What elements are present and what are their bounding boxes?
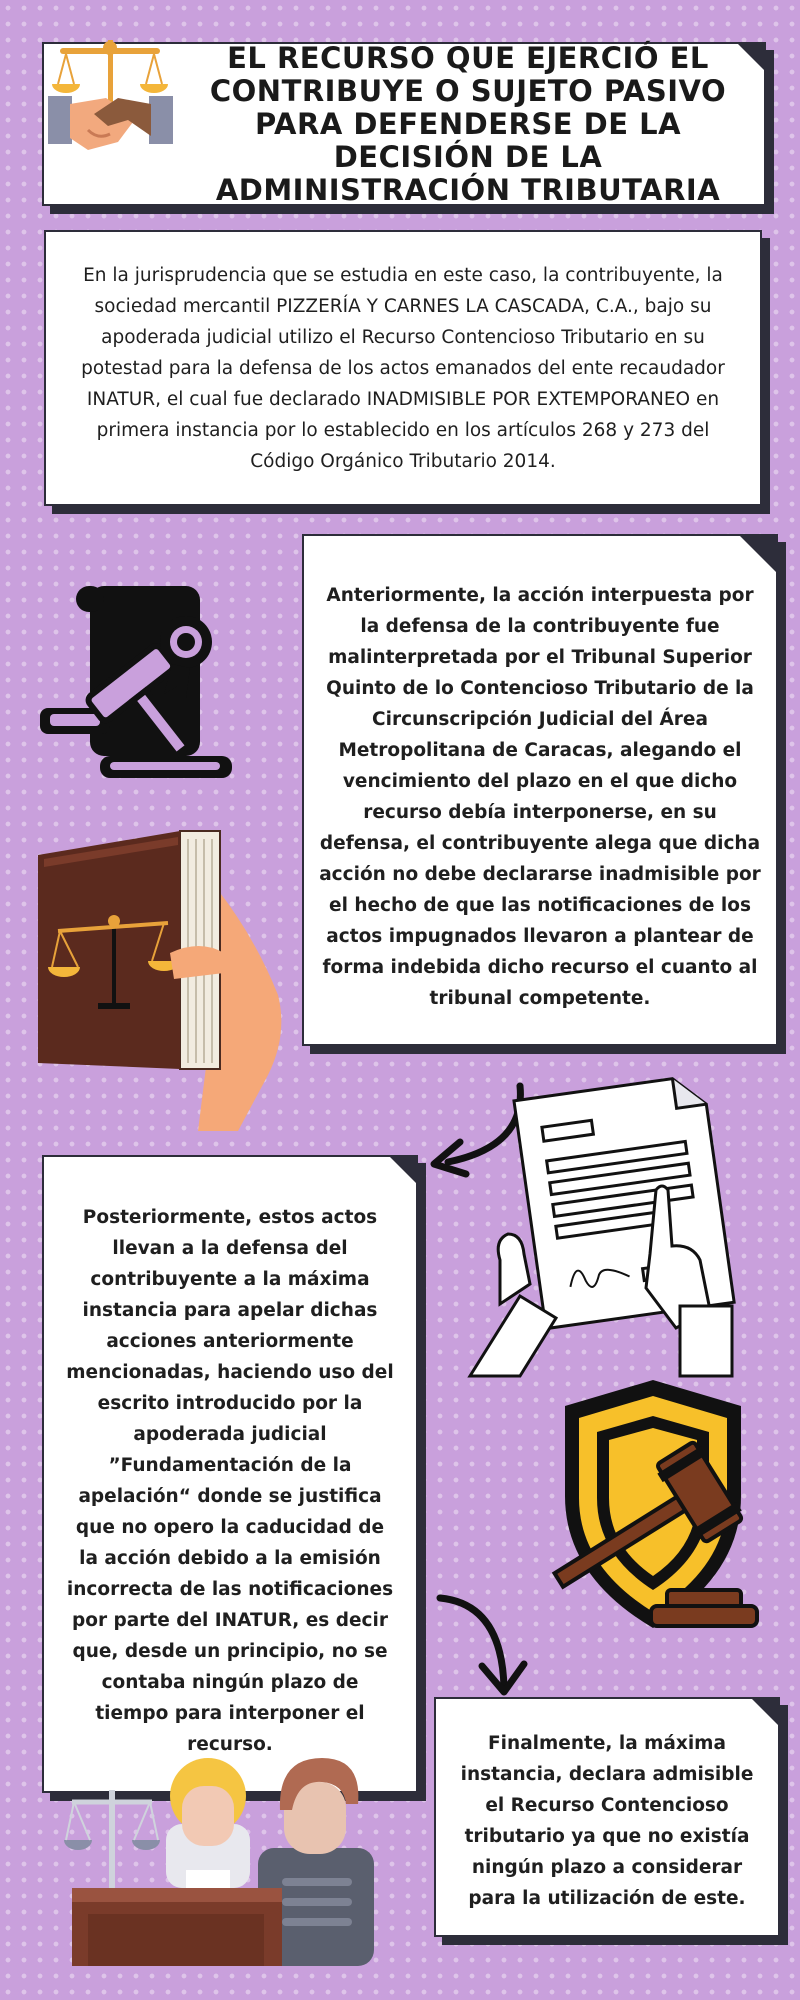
intro-text: En la jurisprudencia que se estudia en este caso, la contribuyente, la sociedad mercantil PIZZERÍA Y CARNES LA CASCADA, C.A., bajo su apoderada judicial utilizo el Recurso Contencioso Tributario en su potestad para la defensa de los actos emanados del ente recaudador INATUR, el cual fue declarado INADMISIBLE POR EXTEMPORANEO en primera instancia por lo establecido en los artículos 268 y 273 del Código Orgánico Tributario 2014. bbox=[81, 264, 725, 472]
law-book-hand-icon bbox=[38, 825, 298, 1131]
handshake-scales-icon bbox=[48, 38, 173, 168]
step2-card-fold bbox=[388, 1155, 418, 1185]
step2-card bbox=[42, 1155, 418, 1793]
step3-text: Finalmente, la máxima instancia, declara admisible el Recurso Contencioso tributario ya que no existía ningún plazo a considerar para la utilización de este. bbox=[460, 1733, 754, 1909]
page-title: EL RECURSO QUE EJERCIÓ EL CONTRIBUYE O SUJETO PASIVO PARA DEFENDERSE DE LA DECISIÓN DE LA ADMINISTRACIÓN TRIBUTARIA bbox=[209, 40, 727, 207]
arrow-down-icon bbox=[432, 1590, 532, 1700]
intro-card bbox=[44, 230, 762, 506]
step2-text: Posteriormente, estos actos llevan a la defensa del contribuyente a la máxima instancia para apelar dichas acciones anteriormente mencionadas, haciendo uso del escrito introducido por la apoderada judicial ”Fundamentación de la apelación“ donde se justifica que no opero la caducidad de la acción debido a la emisión incorrecta de las notificaciones por parte del INATUR, es decir que, desde un principio, no se contaba ningún plazo de tiempo para interponer el recurso. bbox=[66, 1207, 394, 1755]
step1-card bbox=[302, 534, 778, 1046]
signed-document-icon bbox=[460, 1070, 760, 1380]
title-card bbox=[42, 42, 766, 206]
shield-gavel-icon bbox=[535, 1376, 771, 1638]
judge-client-icon bbox=[62, 1752, 392, 1966]
step1-text: Anteriormente, la acción interpuesta por la defensa de la contribuyente fue malinterpretada por el Tribunal Superior Quinto de lo Contencioso Tributario de la Circunscripción Judicial del Área Metropolitana de Caracas, alegando el vencimiento del plazo en el que dicho recurso debía interponerse, en su defensa, el contribuyente alega que dicha acción no debe declararse inadmisible por el hecho de que las notificaciones de los actos impugnados llevaron a plantear de forma indebida dicho recurso el cuanto al tribunal competente. bbox=[319, 585, 761, 1009]
law-scroll-gavel-icon bbox=[40, 580, 236, 786]
step3-card bbox=[434, 1697, 780, 1937]
